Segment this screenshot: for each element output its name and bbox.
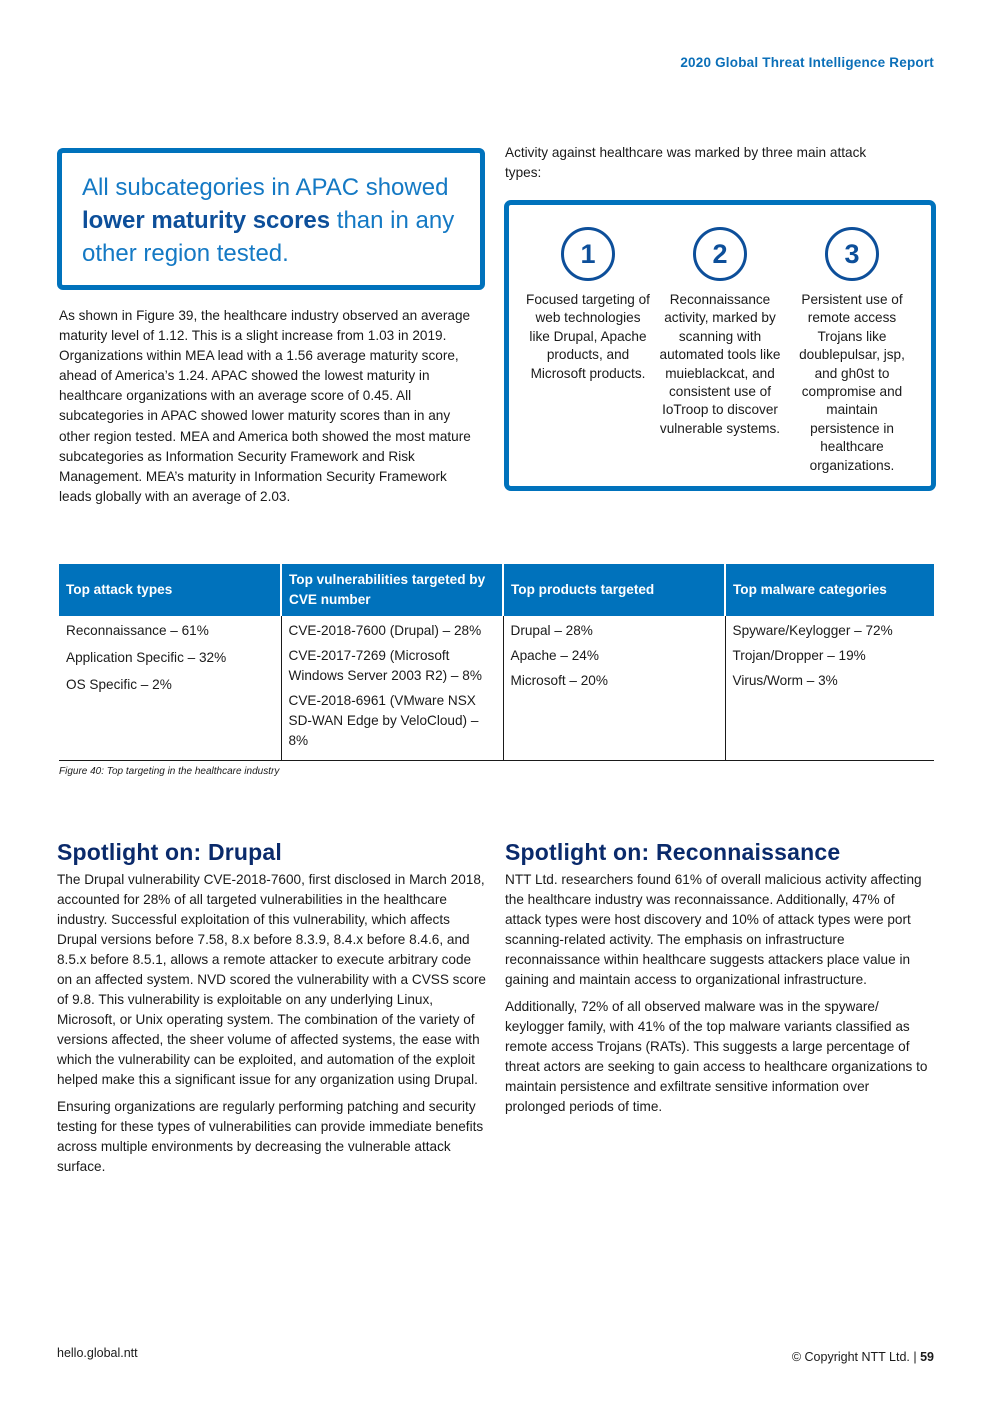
attack-type-1	[526, 227, 650, 383]
header-vulnerabilities: Top vulnerabilities targeted by CVE number	[281, 564, 503, 616]
pull-quote-text: All subcategories in APAC showed lower maturity scores than in any other region tested.	[82, 174, 455, 267]
top-targeting-table	[59, 564, 934, 761]
activity-intro: Activity against healthcare was marked by three main attack types:	[505, 145, 867, 180]
list-item: Apache – 24%	[510, 648, 599, 663]
pull-quote-emphasis: lower maturity scores	[82, 207, 331, 234]
section-heading: Spotlight on: Reconnaissance	[505, 839, 841, 865]
table-row	[59, 616, 934, 761]
attack-types-box	[504, 200, 936, 491]
list-item: Application Specific – 32%	[66, 650, 227, 665]
body-paragraph: The Drupal vulnerability CVE-2018-7600, first disclosed in March 2018, accounted for 28% of all targeted vulnerabilities in the healthcare industry. Successful exploitation of this vulnerability, which affects Drupal versions before 7.58, 8.x before 8.3.9, 8.4.x before 8.4.6, and 8.5.x before 8.5.1, allows a remote attacker to execute arbitrary code on an affected system. NVD scored the vulnerability with a CVSS score of 9.8. This vulnerability is exploitable on any underlying Linux, Microsoft, or Unix operating system. The combination of the variety of versions affected, the sheer volume of affected systems, the ease with which the vulnerability can be exploited, and automation of the exploit helped make this a significant issue for any organization using Drupal.	[57, 872, 486, 1087]
intro-paragraph: As shown in Figure 39, the healthcare industry observed an average maturity level of 1.12. This is a slight increase from 1.03 in 2019. Organizations within MEA lead with a 1.56 average maturity score, ahead of America’s 1.24. APAC showed the lowest maturity in healthcare organizations with an average score of 0.45. All subcategories in APAC showed lower maturity scores than in any other region tested. MEA and America both showed the most mature subcategories as Information Security Framework and Risk Management. MEA’s maturity in Information Security Framework leads globally with an average of 2.03.	[59, 308, 471, 504]
header-attack-types: Top attack types	[59, 564, 281, 616]
header-malware: Top malware categories	[725, 564, 934, 616]
list-item: OS Specific – 2%	[66, 677, 172, 692]
products-cell	[503, 616, 725, 761]
body-paragraph: Ensuring organizations are regularly performing patching and security testing for these types of vulnerabilities can provide immediate benefits across multiple environments by decreasing the vulnerable attack surface.	[57, 1099, 484, 1174]
footer-website: hello.global.ntt	[57, 1346, 138, 1360]
vulnerabilities-cell	[281, 616, 503, 761]
report-title: 2020 Global Threat Intelligence Report	[680, 55, 934, 70]
attack-number-badge: 1	[561, 227, 615, 281]
figure-caption: Figure 40: Top targeting in the healthcare industry	[59, 766, 280, 777]
body-paragraph: NTT Ltd. researchers found 61% of overall malicious activity affecting the healthcare industry was reconnaissance. Additionally, 47% of attack types were host discovery and 10% of attack types were port scanning-related activity. The emphasis on infrastructure reconnaissance within healthcare suggests attackers place value in gaining and maintain access to organizational infrastructure.	[505, 872, 922, 987]
attack-description: Reconnaissance activity, marked by scanning with automated tools like muieblackcat, and consistent use of IoTroop to discover vulnerable systems.	[659, 292, 781, 436]
list-item: Virus/Worm – 3%	[732, 673, 838, 688]
list-item: CVE-2017-7269 (Microsoft Windows Server 2003 R2) – 8%	[288, 648, 482, 683]
section-heading: Spotlight on: Drupal	[57, 839, 283, 865]
malware-cell	[725, 616, 934, 761]
page-number: 59	[920, 1350, 934, 1364]
attack-number-badge: 2	[693, 227, 747, 281]
list-item: Microsoft – 20%	[510, 673, 608, 688]
list-item: CVE-2018-6961 (VMware NSX SD-WAN Edge by VeloCloud) – 8%	[288, 693, 479, 748]
attack-description: Focused targeting of web technologies like Drupal, Apache products, and Microsoft products.	[526, 292, 650, 381]
list-item: Reconnaissance – 61%	[66, 623, 209, 638]
attack-type-3	[790, 227, 914, 475]
footer-copyright: © Copyright NTT Ltd. | 59	[791, 1350, 934, 1364]
attack-description: Persistent use of remote access Trojans like doublepulsar, jsp, and gh0st to compromise and maintain persistence in healthcare organizations.	[799, 292, 905, 473]
header-products: Top products targeted	[503, 564, 725, 616]
table-header-row	[59, 564, 934, 616]
body-paragraph: Additionally, 72% of all observed malware was in the spyware/ keylogger family, with 41% of the top malware variants classified as remote access Trojans (RATs). This suggests a large percentage of threat actors are seeking to gain access to healthcare organizations to maintain persistence and exfiltrate sensitive information over prolonged periods of time.	[505, 999, 928, 1114]
list-item: Drupal – 28%	[510, 623, 593, 638]
list-item: Trojan/Dropper – 19%	[732, 648, 866, 663]
spotlight-reconnaissance	[505, 838, 930, 1124]
list-item: CVE-2018-7600 (Drupal) – 28%	[288, 623, 482, 638]
pull-quote	[57, 148, 485, 290]
attack-number-badge: 3	[825, 227, 879, 281]
spotlight-drupal	[57, 838, 489, 1184]
attack-types-cell	[59, 616, 281, 761]
attack-type-2	[658, 227, 782, 438]
list-item: Spyware/Keylogger – 72%	[732, 623, 893, 638]
